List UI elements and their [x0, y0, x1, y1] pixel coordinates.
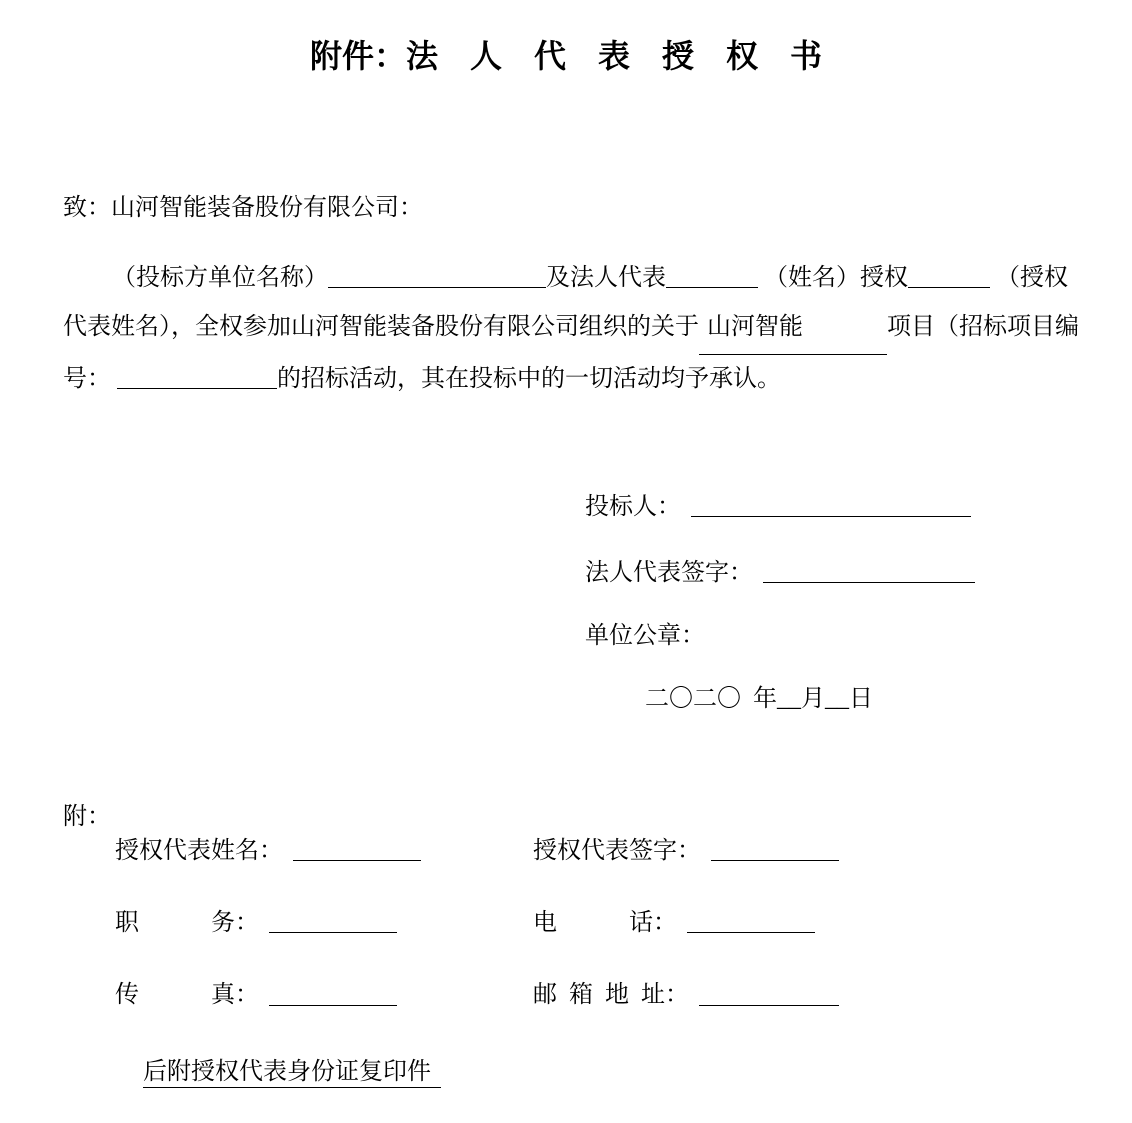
authorized-rep-name-blank[interactable]	[293, 835, 421, 861]
authorization-paragraph	[63, 254, 1083, 404]
paragraph-segment-name-authorize: （姓名）授权	[758, 265, 908, 291]
legal-rep-signature-row	[585, 557, 975, 587]
fax-blank[interactable]	[269, 979, 397, 1005]
authorized-name-blank[interactable]	[908, 262, 990, 288]
footer-note	[143, 1058, 441, 1086]
project-name-value: 山河智能	[707, 314, 803, 340]
bidder-signature-blank[interactable]	[691, 491, 971, 517]
phone-blank[interactable]	[687, 907, 815, 933]
paragraph-segment-and-legal-rep: 及法人代表	[546, 265, 666, 291]
attachment-label: 附：	[63, 804, 111, 830]
document-title: 附件：法 人 代 表 授 权 书	[309, 38, 822, 74]
company-seal-row	[585, 623, 975, 650]
phone-label: 电 话：	[533, 910, 677, 937]
bidder-company-blank[interactable]	[328, 262, 546, 288]
bidder-row	[585, 491, 975, 521]
paragraph-segment-rep-name: （授权代表姓名），全权参加山河智能装备股份有限公司组织的关于	[63, 265, 1068, 340]
position-blank[interactable]	[269, 907, 397, 933]
footer-note-text: 后附授权代表身份证复印件	[143, 1059, 441, 1088]
position-field	[115, 907, 533, 937]
authorized-rep-signature-blank[interactable]	[711, 835, 839, 861]
email-address-label: 邮 箱 地 址：	[533, 982, 689, 1009]
attachment-row-1	[115, 835, 1065, 865]
bidder-label: 投标人：	[585, 494, 681, 521]
email-address-blank[interactable]	[699, 979, 839, 1005]
attachment-row-3	[115, 979, 1065, 1009]
legal-rep-signature-blank[interactable]	[763, 557, 975, 583]
date-line: 二〇二〇 年__月__日	[645, 686, 873, 713]
authorized-rep-name-label: 授权代表姓名：	[115, 838, 283, 865]
paragraph-segment-project: 项目（招标项目编号：	[63, 314, 1079, 392]
legal-rep-name-blank[interactable]	[666, 262, 758, 288]
authorized-rep-signature-label: 授权代表签字：	[533, 838, 701, 865]
paragraph-segment-unit-label: （投标方单位名称）	[112, 265, 328, 291]
attachment-row-2	[115, 907, 1065, 937]
salutation: 致：山河智能装备股份有限公司：	[63, 195, 423, 221]
signature-block	[585, 491, 975, 749]
email-address-field	[533, 979, 839, 1009]
fax-field	[115, 979, 533, 1009]
project-number-blank[interactable]	[117, 363, 277, 389]
fax-label: 传 真：	[115, 982, 259, 1009]
authorized-rep-name-field	[115, 835, 533, 865]
project-name-blank[interactable]	[699, 303, 887, 355]
authorized-rep-signature-field	[533, 835, 839, 865]
paragraph-segment-tail: 的招标活动，其在投标中的一切活动均予承认。	[277, 366, 781, 392]
company-seal-label: 单位公章：	[585, 623, 705, 650]
phone-field	[533, 907, 815, 937]
legal-rep-signature-label: 法人代表签字：	[585, 560, 753, 587]
attachment-grid	[115, 835, 1065, 1052]
position-label: 职 务：	[115, 910, 259, 937]
